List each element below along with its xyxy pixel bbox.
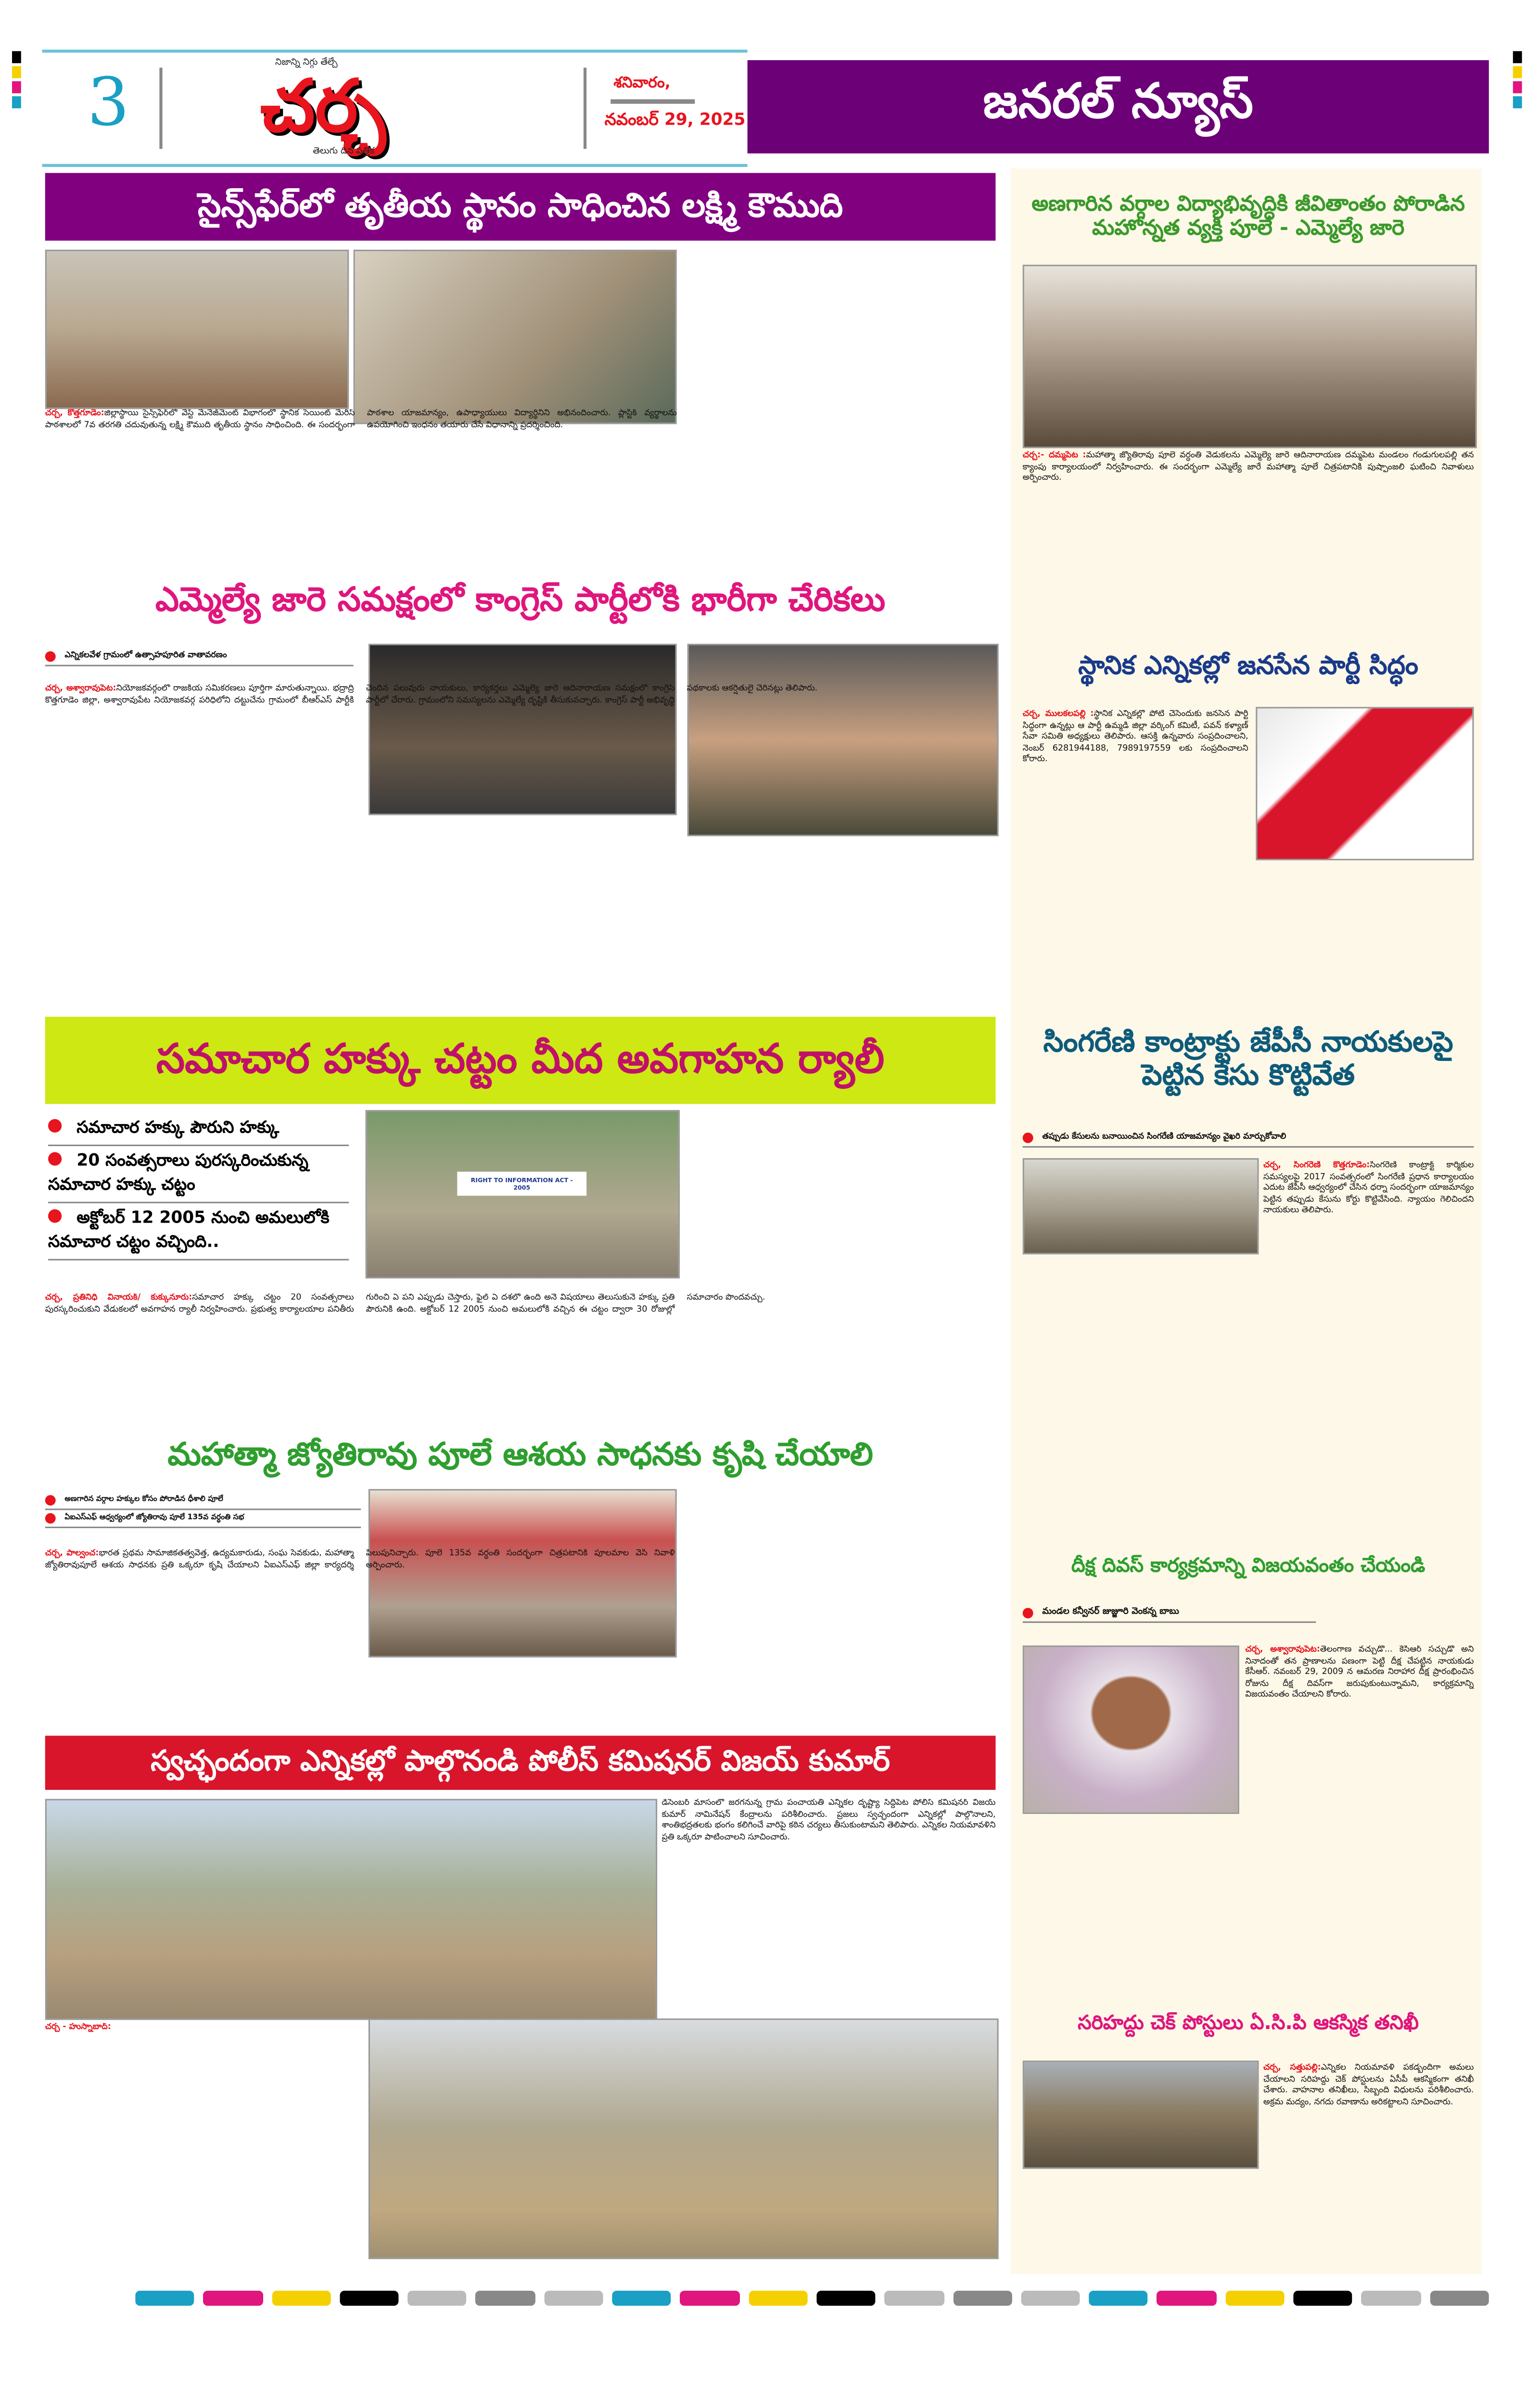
article-body — [1023, 710, 1248, 860]
bullet-icon — [1023, 1132, 1033, 1142]
divider — [584, 68, 586, 149]
body-text: నియోజకవర్గంలో రాజకీయ సమీకరణలు పూర్తిగా మారుతున్నాయి. భద్రాద్రి కొత్తగూడెం జిల్లా, అశ్వారావుపేట నియోజకవర్గ పరిధిలోని దట్టుచేను గ్రామంలో బీఆర్ఎస్ పార్టీకి చెందిన పలువురు నాయకులు, కార్యకర్తలు ఎమ్మెల్యే జారె ఆదినారాయణ సమక్షంలో కాంగ్రెస్ పార్టీలో చేరారు. గ్రామంలోని సమస్యలను ఎమ్మెల్యే దృష్టికి తీసుకువచ్చారు. కాంగ్రెస్ పార్టీ అభివృద్ధి పథకాలకు ఆకర్షితులై చేరినట్లు తెలిపారు. — [45, 684, 818, 705]
body-text: జిల్లాస్థాయి సైన్స్‌ఫేర్‌లో వేస్ట్ మేనేజ్‌మెంట్ విభాగంలో స్థానిక సెయింట్ మేరీస్ పాఠశాలలో 7వ తరగతి చదువుతున్న లక్ష్మి కౌముది తృతీయ స్థానం సాధించింది. ఈ సందర్భంగా పాఠశాల యాజమాన్యం, ఉపాధ్యాయులు విద్యార్థినిని అభినందించారు. ప్లాస్టిక్ వ్యర్థాలను ఉపయోగించి ఇంధనం తయారు చేసే విధానాన్ని ప్రదర్శించింది. — [45, 409, 677, 430]
headline-deeksha-divas: దీక్ష దివస్ కార్యక్రమాన్ని విజయవంతం చేయండి — [1071, 1554, 1425, 1577]
photo-rti-rally — [366, 1110, 680, 1278]
body-text: డిసెంబర్ మాసంలో జరగనున్న గ్రామ పంచాయతీ ఎన్నికల దృష్ట్యా సిద్దిపేట పోలీస్ కమిషనర్ విజయ్ కుమార్ నామినేషన్ కేంద్రాలను పరిశీలించారు. ప్రజలు స్వచ్ఛందంగా ఎన్నికల్లో పాల్గొనాలని, శాంతిభద్రతలకు భంగం కలిగించే వారిపై కఠిన చర్యలు తీసుకుంటామని తెలిపారు. ఎన్నికల నియమావళిని ప్రతి ఒక్కరూ పాటించాలని సూచించారు. — [662, 1799, 996, 1842]
body-text: తెలంగాణ వచ్చుడో... కేసీఆర్ సచ్చుడో అని నినాదంతో తన ప్రాణాలను పణంగా పెట్టి దీక్ష చేపట్టిన నాయకుడు కేసీఆర్. నవంబర్ 29, 2009 న ఆమరణ నిరాహార దీక్ష ప్రారంభించిన రోజును దీక్ష దివస్‌గా జరుపుకుంటున్నామని, కార్యక్రమాన్ని విజయవంతం చేయాలని కోరారు. — [1245, 1645, 1474, 1700]
dateline: చర్చ, పాల్వంచ: — [45, 1549, 99, 1558]
photo-acp-checkpost — [1023, 2061, 1259, 2169]
logo-tagline: నిజాన్ని నిగ్గు తేల్చే — [275, 57, 338, 68]
article-body — [45, 1293, 996, 1421]
article-dateline-block — [45, 2023, 358, 2256]
headline-phule-ideals: మహాత్మా జ్యోతిరావు పూలే ఆశయ సాధనకు కృషి చేయాలి — [167, 1436, 873, 1473]
photo-police-inspection-2 — [369, 2018, 999, 2259]
bullet-icon — [45, 651, 56, 661]
subheadline-bullet — [1023, 1128, 1474, 1148]
issue-day: శనివారం, — [613, 75, 671, 92]
subheadline-bullet — [45, 647, 354, 666]
bullet-icon — [48, 1152, 62, 1166]
bullet-icon — [1023, 1607, 1033, 1618]
bullet-text: అణగారిన వర్గాల హక్కుల కోసం పోరాడిన ధీశాలి పూలే — [64, 1495, 223, 1504]
issue-date: నవంబర్ 29, 2025 — [604, 110, 746, 129]
article-body — [45, 1549, 996, 1722]
divider — [611, 99, 695, 103]
headline-police-commissioner: స్వచ్ఛందంగా ఎన్నికల్లో పాల్గొనండి పోలీస్ కమిషనర్ విజయ్ కుమార్ — [45, 1736, 996, 1790]
cmyk-registration-mark-left — [12, 51, 21, 111]
photo-mla-phule-tribute — [1023, 265, 1477, 448]
subheadline-bullet — [1023, 1603, 1316, 1623]
body-text: మహాత్మా జ్యోతిరావు పూలె వర్ధంతి వేడుకలను ఎమ్మెల్యే జారే ఆదినారాయణ దమ్మపేట మండలం గండుగులపల్లి తన క్యాంపు కార్యాలయంలో నిర్వహించారు. ఈ సందర్భంగా ఎమ్మెల్యే జారే మహాత్మా పూలే చిత్రపటానికి పుష్పాంజలి ఘటించి నివాళులు అర్పించారు. — [1022, 451, 1474, 484]
bullet — [48, 1113, 349, 1146]
body-text: సింగరేణి కాంట్రాక్ట్ కార్మికుల సమస్యలపై 2017 సంవత్సరంలో సింగరేణి ప్రధాన కార్యాలయం ఎదుట జేపీసీ ఆధ్వర్యంలో చేసిన ధర్నా సందర్భంగా యాజమాన్యం పెట్టిన తప్పుడు కేసును కోర్టు కొట్టివేసింది. న్యాయం గెలిచిందని నాయకులు తెలిపారు. — [1263, 1161, 1474, 1216]
bullet — [48, 1203, 349, 1261]
headline-singareni: సింగరేణి కాంట్రాక్టు జేపీసీ నాయకులపై పెట్టిన కేసు కొట్టివేత — [1043, 1026, 1453, 1092]
bullet-text: 20 సంవత్సరాలు పురస్కరించుకున్న సమాచార హక్కు చట్టం — [48, 1150, 308, 1195]
article-body — [1023, 451, 1474, 572]
body-text: ఎన్నికల నియమావళి పకడ్బందీగా అమలు చేయాలని సరిహద్దు చెక్ పోస్టులను ఏసీపీ ఆకస్మికంగా తనిఖీ చేశారు. వాహనాల తనిఖీలు, సిబ్బంది విధులను పరిశీలించారు. అక్రమ మద్యం, నగదు రవాణాను అరికట్టాలని సూచించారు. — [1263, 2063, 1474, 2107]
bullet-text: తప్పుడు కేసులను బనాయించిన సింగరేణి యాజమాన్యం వైఖరి మార్చుకోవాలి — [1042, 1132, 1286, 1142]
bullet-icon — [45, 1495, 56, 1506]
divider — [159, 68, 162, 149]
cmyk-registration-mark-right — [1513, 51, 1522, 111]
bullet-icon — [48, 1209, 62, 1223]
dateline: చర్చ, ప్రతినిధి వినాయక్/ కుక్కునూరు: — [45, 1293, 192, 1303]
dateline: చర్చ, అశ్వారావుపేట: — [45, 684, 116, 694]
rti-bullets — [48, 1113, 349, 1260]
bullet-icon — [45, 1513, 56, 1524]
bullet — [45, 1510, 361, 1529]
article-body — [1263, 1161, 1474, 1251]
article-body — [662, 1799, 995, 2010]
photo-singareni-leaders — [1023, 1158, 1259, 1254]
bullet-icon — [48, 1119, 62, 1133]
headline-phule-mla: అణగారిన వర్గాల విద్యాభివృద్ధికి జీవితాంతం పోరాడిన మహోన్నత వ్యక్తి పూలే - ఎమ్మెల్యే జారె — [1031, 192, 1465, 241]
page-number: 3 — [87, 64, 129, 141]
headline-janasena: స్థానిక ఎన్నికల్లో జనసేన పార్టీ సిద్ధం — [1078, 651, 1418, 682]
photo-science-fair-exhibit — [354, 250, 677, 424]
headline-science-fair: సైన్స్‌ఫేర్‌లో తృతీయ స్థానం సాధించిన లక్ష్మి కౌముది — [45, 173, 996, 241]
bullet-text: అక్టోబర్ 12 2005 నుంచి అమలులోకి సమాచార చట్టం వచ్చింది.. — [48, 1208, 330, 1251]
photo-janasena-flag — [1256, 707, 1474, 860]
bullet — [45, 1492, 361, 1510]
headline-border-checkposts: సరిహద్దు చెక్ పోస్టులు ఏ.సి.పి ఆకస్మిక తనిఖీ — [1078, 2012, 1419, 2035]
article-body — [1263, 2064, 1474, 2259]
dateline: చర్చ, సింగరేణి కొత్తగూడెం: — [1263, 1161, 1370, 1171]
rally-banner: RIGHT TO INFORMATION ACT - 2005 — [457, 1172, 586, 1196]
body-text: సమాచార హక్కు చట్టం 20 సంవత్సరాలు పురస్కరించుకుని వేడుకలలో అవగాహన ర్యాలీ నిర్వహించారు. ప్రభుత్వ కార్యాలయాల పనితీరు గురించి ఏ పని ఎప్పుడు చేస్తారు, ఫైల్ ఏ దశలో ఉంది అనే విషయాలు తెలుసుకునే హక్కు ప్రతి పౌరునికి ఉంది. అక్టోబర్ 12 2005 నుంచి అమలులోకి వచ్చిన ఈ చట్టం ద్వారా 30 రోజుల్లో సమాచారం పొందవచ్చు. — [45, 1293, 765, 1314]
newspaper-logo: చర్చ — [260, 64, 386, 149]
bullet — [48, 1146, 349, 1203]
section-title: జనరల్ న్యూస్ — [748, 60, 1489, 153]
bullet-text: మండల కన్వీనర్ జుజ్జూరి వెంకన్న బాబు — [1042, 1606, 1179, 1617]
bullet-text: సమాచార హక్కు పౌరుని హక్కు — [76, 1117, 280, 1137]
bullet-text: ఎన్నికలవేళ గ్రామంలో ఉత్సాహపూరిత వాతావరణం — [64, 651, 227, 661]
dateline: చర్చ - హుస్నాబాద్: — [45, 2023, 111, 2032]
photo-police-inspection-1 — [45, 1799, 657, 2020]
dateline: చర్చ, సత్తుపల్లి: — [1263, 2063, 1321, 2073]
dateline: చర్చ, అశ్వారావుపేట: — [1245, 1645, 1320, 1655]
dateline: చర్చ:- దమ్మపేట : — [1022, 451, 1086, 460]
photo-science-fair-group — [45, 250, 349, 409]
dateline: చర్చ, ములకలపల్లి : — [1022, 710, 1094, 719]
article-body — [1245, 1646, 1474, 1811]
print-color-bar — [135, 2291, 1489, 2306]
headline-rti-rally: సమాచార హక్కు చట్టం మీద అవగాహన ర్యాలీ — [45, 1017, 996, 1104]
headline-congress-joinings: ఎమ్మెల్యే జారె సమక్షంలో కాంగ్రెస్ పార్టీలోకి భారీగా చేరికలు — [155, 582, 886, 620]
dateline: చర్చ, కొత్తగూడెం: — [45, 409, 104, 419]
article-body — [45, 409, 677, 560]
body-text: స్థానిక ఎన్నికల్లో పోటీ చేసేందుకు జనసేన పార్టీ సిద్ధంగా ఉన్నట్లు ఆ పార్టీ ఉమ్మడి జిల్లా వర్కింగ్ కమిటీ, పవన్ కళ్యాణ్ సేవా సమితి అధ్యక్షులు తెలిపారు. ఆసక్తి ఉన్నవారు సంప్రదించాలని, నెంబర్ 6281944188, 7989197559 లకు సంప్రదించాలని కోరారు. — [1022, 710, 1248, 765]
body-text: భారత ప్రథమ సామాజికతత్వవేత్త, ఉద్యమకారుడు, సంఘ సేవకుడు, మహాత్మా జ్యోతిరావుపూలే ఆశయ సాధనకు ప్రతి ఒక్కరూ కృషి చేయాలని ఏఐఎస్ఎఫ్ జిల్లా కార్యదర్శి పిలుపునిచ్చారు. పూలే 135వ వర్ధంతి సందర్భంగా చిత్రపటానికి పూలమాల వేసి నివాళి అర్పించారు. — [45, 1549, 675, 1570]
bullet-text: ఏఐఎస్ఎఫ్ ఆధ్వర్యంలో జ్యోతిరావు పూలే 135వ వర్ధంతి సభ — [64, 1513, 244, 1522]
masthead — [42, 50, 748, 167]
logo-subtitle: తెలుగు దిన పత్రిక — [313, 146, 375, 157]
photo-mandal-convener-portrait — [1023, 1646, 1239, 1814]
article-body — [45, 684, 996, 1000]
phule-bullets — [45, 1492, 361, 1528]
